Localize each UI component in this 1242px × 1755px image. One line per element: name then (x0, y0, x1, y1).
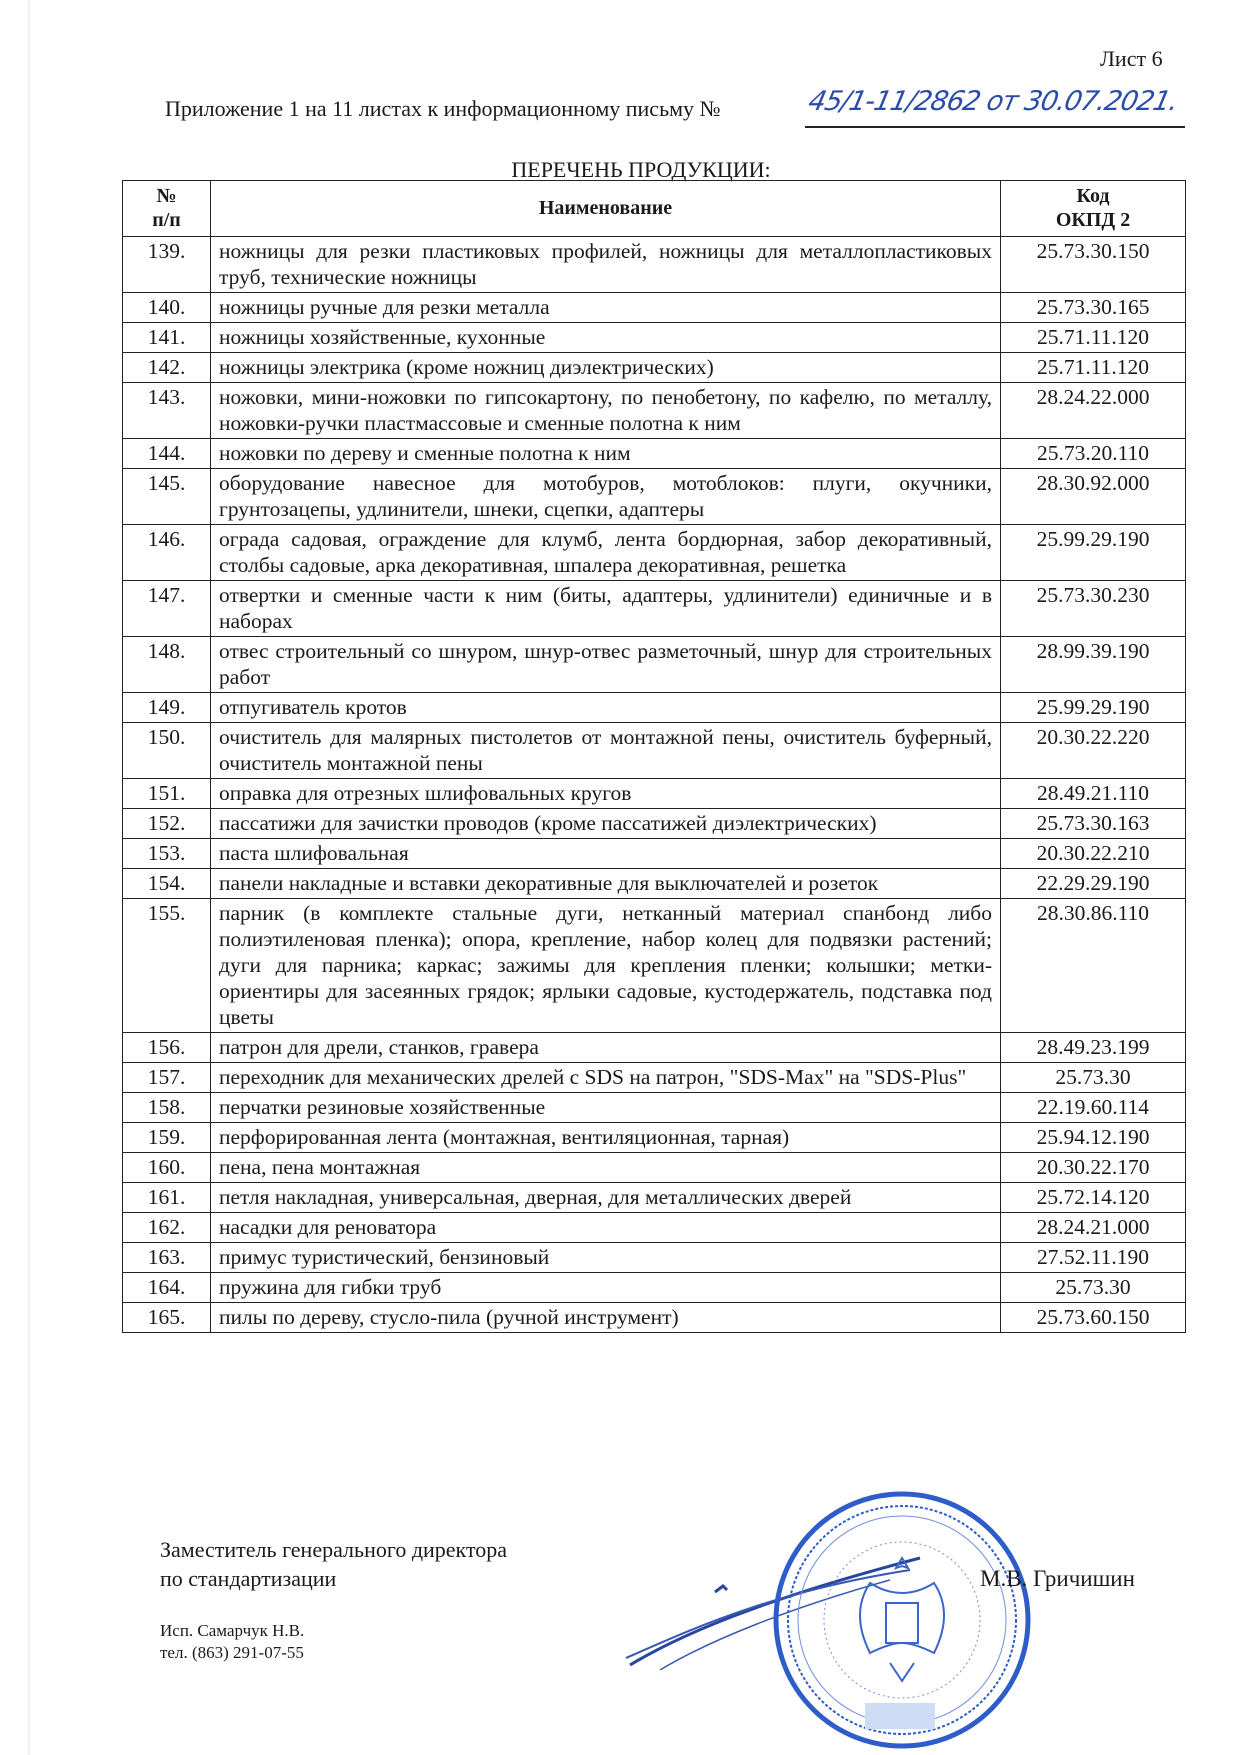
product-name: ножовки по дереву и сменные полотна к ним (211, 439, 1001, 469)
executor-phone: тел. (863) 291-07-55 (160, 1643, 304, 1662)
product-name: отпугиватель кротов (211, 693, 1001, 723)
signer-name: М.В. Гричишин (980, 1566, 1135, 1591)
table-row (123, 581, 1186, 637)
row-number: 141. (123, 323, 211, 353)
row-number: 143. (123, 383, 211, 439)
row-number: 146. (123, 525, 211, 581)
okpd2-code: 25.99.29.190 (1001, 693, 1186, 723)
okpd2-code: 28.49.21.110 (1001, 779, 1186, 809)
row-number: 147. (123, 581, 211, 637)
row-number: 153. (123, 839, 211, 869)
product-name: оправка для отрезных шлифовальных кругов (211, 779, 1001, 809)
row-number: 164. (123, 1273, 211, 1303)
table-row (123, 839, 1186, 869)
row-number: 162. (123, 1213, 211, 1243)
product-name: ограда садовая, ограждение для клумб, лента бордюрная, забор декоративный, столбы садовые, арка декоративная, шпалера декоративная, решетка (211, 525, 1001, 581)
row-number: 150. (123, 723, 211, 779)
row-number: 157. (123, 1063, 211, 1093)
appendix-caption: Приложение 1 на 11 листах к информационному письму № (165, 96, 721, 121)
executor-info (160, 1620, 304, 1664)
okpd2-code: 28.24.21.000 (1001, 1213, 1186, 1243)
table-row (123, 1153, 1186, 1183)
row-number: 148. (123, 637, 211, 693)
okpd2-code: 25.71.11.120 (1001, 353, 1186, 383)
row-number: 149. (123, 693, 211, 723)
products-table (122, 180, 1186, 1333)
okpd2-code: 25.73.30 (1001, 1063, 1186, 1093)
product-name: панели накладные и вставки декоративные для выключателей и розеток (211, 869, 1001, 899)
product-name: перфорированная лента (монтажная, вентиляционная, тарная) (211, 1123, 1001, 1153)
product-name: паста шлифовальная (211, 839, 1001, 869)
list-title: ПЕРЕЧЕНЬ ПРОДУКЦИИ: (511, 157, 771, 182)
row-number: 155. (123, 899, 211, 1033)
product-name: ножницы для резки пластиковых профилей, ножницы для металлопластиковых труб, технические ножницы (211, 237, 1001, 293)
okpd2-code: 25.71.11.120 (1001, 323, 1186, 353)
table-row (123, 383, 1186, 439)
okpd2-code: 22.19.60.114 (1001, 1093, 1186, 1123)
table-row (123, 1063, 1186, 1093)
table-row (123, 809, 1186, 839)
row-number: 156. (123, 1033, 211, 1063)
okpd2-code: 25.73.60.150 (1001, 1303, 1186, 1333)
table-header-row (123, 181, 1186, 237)
product-name: ножовки, мини-ножовки по гипсокартону, по пенобетону, по кафелю, по металлу, ножовки-ручки пластмассовые и сменные полотна к ним (211, 383, 1001, 439)
executor-name: Исп. Самарчук Н.В. (160, 1621, 305, 1640)
okpd2-code: 25.94.12.190 (1001, 1123, 1186, 1153)
product-name: пена, пена монтажная (211, 1153, 1001, 1183)
okpd2-code: 25.72.14.120 (1001, 1183, 1186, 1213)
row-number: 144. (123, 439, 211, 469)
product-name: очиститель для малярных пистолетов от монтажной пены, очиститель буферный, очиститель монтажной пены (211, 723, 1001, 779)
product-name: пилы по дереву, стусло-пила (ручной инструмент) (211, 1303, 1001, 1333)
product-name: парник (в комплекте стальные дуги, нетканный материал спанбонд либо полиэтиленовая пленка); опора, крепление, набор колец для подвязки растений; дуги для парника; каркас; зажимы для крепления пленки; колышки; метки-ориентиры для засеянных грядок; ярлыки садовые, кустодержатель, подставка под цветы (211, 899, 1001, 1033)
product-name: пружина для гибки труб (211, 1273, 1001, 1303)
product-name: отвертки и сменные части к ним (биты, адаптеры, удлинители) единичные и в наборах (211, 581, 1001, 637)
row-number: 161. (123, 1183, 211, 1213)
table-row (123, 1273, 1186, 1303)
product-name: примус туристический, бензиновый (211, 1243, 1001, 1273)
row-number: 142. (123, 353, 211, 383)
row-number: 139. (123, 237, 211, 293)
okpd2-code: 25.73.30.163 (1001, 809, 1186, 839)
product-name: насадки для реноватора (211, 1213, 1001, 1243)
header-code: Код ОКПД 2 (1001, 181, 1186, 237)
okpd2-code: 25.99.29.190 (1001, 525, 1186, 581)
table-row (123, 637, 1186, 693)
okpd2-code: 25.73.20.110 (1001, 439, 1186, 469)
product-name: ножницы хозяйственные, кухонные (211, 323, 1001, 353)
row-number: 165. (123, 1303, 211, 1333)
row-number: 154. (123, 869, 211, 899)
okpd2-code: 20.30.22.220 (1001, 723, 1186, 779)
table-row (123, 293, 1186, 323)
table-row (123, 1243, 1186, 1273)
product-name: переходник для механических дрелей с SDS на патрон, "SDS-Max" на "SDS-Plus" (211, 1063, 1001, 1093)
scan-edge (28, 0, 30, 1755)
table-row (123, 1213, 1186, 1243)
table-body (123, 237, 1186, 1333)
header-name: Наименование (211, 181, 1001, 237)
table-row (123, 1123, 1186, 1153)
okpd2-code: 28.30.86.110 (1001, 899, 1186, 1033)
okpd2-code: 28.49.23.199 (1001, 1033, 1186, 1063)
row-number: 152. (123, 809, 211, 839)
row-number: 163. (123, 1243, 211, 1273)
table-row (123, 1033, 1186, 1063)
okpd2-code: 28.99.39.190 (1001, 637, 1186, 693)
okpd2-code: 25.73.30.150 (1001, 237, 1186, 293)
table-row (123, 869, 1186, 899)
row-number: 158. (123, 1093, 211, 1123)
table-row (123, 899, 1186, 1033)
product-name: патрон для дрели, станков, гравера (211, 1033, 1001, 1063)
handwritten-letter-reference: 45/1-11/2862 от 30.07.2021. (805, 86, 1181, 117)
row-number: 159. (123, 1123, 211, 1153)
table-row (123, 693, 1186, 723)
table-row (123, 323, 1186, 353)
okpd2-code: 28.30.92.000 (1001, 469, 1186, 525)
product-name: перчатки резиновые хозяйственные (211, 1093, 1001, 1123)
okpd2-code: 25.73.30 (1001, 1273, 1186, 1303)
table-row (123, 1303, 1186, 1333)
okpd2-code: 20.30.22.210 (1001, 839, 1186, 869)
table-row (123, 779, 1186, 809)
okpd2-code: 27.52.11.190 (1001, 1243, 1186, 1273)
product-name: отвес строительный со шнуром, шнур-отвес разметочный, шнур для строительных работ (211, 637, 1001, 693)
okpd2-code: 25.73.30.230 (1001, 581, 1186, 637)
okpd2-code: 28.24.22.000 (1001, 383, 1186, 439)
product-name: пассатижи для зачистки проводов (кроме пассатижей диэлектрических) (211, 809, 1001, 839)
signer-position: Заместитель генерального директора по стандартизации (160, 1537, 508, 1591)
okpd2-code: 20.30.22.170 (1001, 1153, 1186, 1183)
table-row (123, 1093, 1186, 1123)
table-row (123, 525, 1186, 581)
table-row (123, 353, 1186, 383)
product-name: оборудование навесное для мотобуров, мотоблоков: плуги, окучники, грунтозацепы, удлинители, шнеки, сцепки, адаптеры (211, 469, 1001, 525)
row-number: 140. (123, 293, 211, 323)
row-number: 145. (123, 469, 211, 525)
table-row (123, 469, 1186, 525)
row-number: 151. (123, 779, 211, 809)
row-number: 160. (123, 1153, 211, 1183)
table-row (123, 1183, 1186, 1213)
reference-underline (805, 126, 1185, 128)
table-row (123, 439, 1186, 469)
okpd2-code: 22.29.29.190 (1001, 869, 1186, 899)
okpd2-code: 25.73.30.165 (1001, 293, 1186, 323)
product-name: ножницы ручные для резки металла (211, 293, 1001, 323)
product-name: ножницы электрика (кроме ножниц диэлектрических) (211, 353, 1001, 383)
sheet-number: Лист 6 (1100, 46, 1163, 71)
header-number: № п/п (123, 181, 211, 237)
table-row (123, 237, 1186, 293)
table-row (123, 723, 1186, 779)
product-name: петля накладная, универсальная, дверная, для металлических дверей (211, 1183, 1001, 1213)
official-seal-icon (770, 1488, 1035, 1753)
